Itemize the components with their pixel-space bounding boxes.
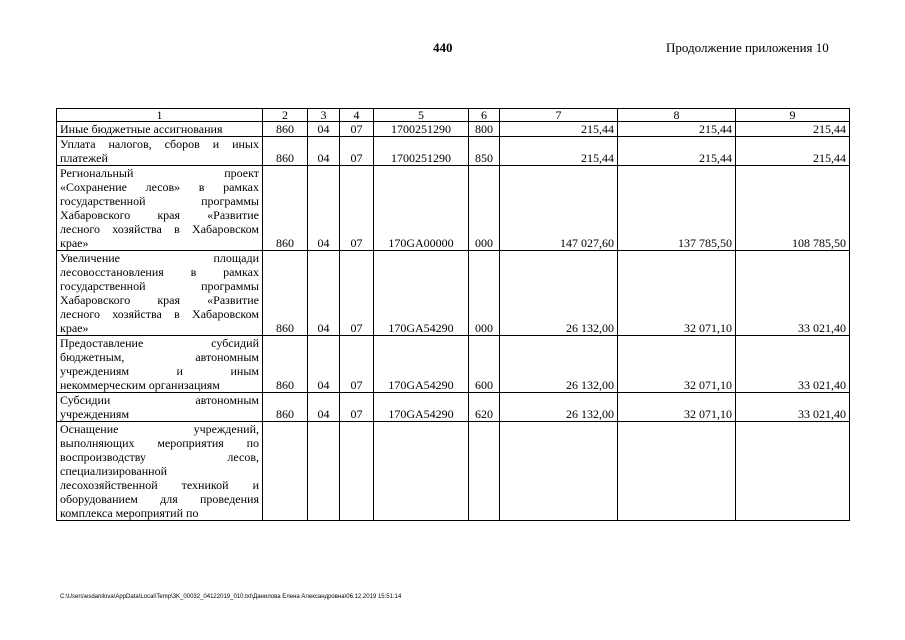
admin-code-cell: 860: [263, 137, 308, 166]
subsection-cell: 07: [340, 336, 374, 393]
amount-2021-cell: [618, 422, 736, 521]
row-name-cell: [57, 336, 263, 393]
row-name-line: комплекса мероприятий по: [60, 506, 199, 520]
appendix-continuation-label: Продолжение приложения 10: [666, 40, 829, 55]
row-name-cell: [57, 122, 263, 137]
amount-2021-cell: 137 785,50: [618, 166, 736, 251]
subsection-cell: 07: [340, 251, 374, 336]
amount-2022-cell: 215,44: [736, 137, 850, 166]
row-name-line: государственной программы: [60, 279, 259, 293]
admin-code-cell: 860: [263, 393, 308, 422]
target-article-cell: 1700251290: [374, 137, 469, 166]
amount-2021-cell: 32 071,10: [618, 393, 736, 422]
table-row: [57, 166, 850, 251]
column-header: 3: [308, 109, 340, 122]
row-name-line: учреждениям: [60, 407, 130, 421]
table-row: [57, 122, 850, 137]
row-name-line: лесовосстановления в рамках: [60, 265, 259, 279]
row-name-cell: [57, 166, 263, 251]
amount-2021-cell: 215,44: [618, 122, 736, 137]
row-name-line: Предоставление субсидий: [60, 336, 259, 350]
section-cell: 04: [308, 137, 340, 166]
expense-type-cell: 600: [469, 336, 500, 393]
amount-2020-cell: 147 027,60: [500, 166, 618, 251]
subsection-cell: 07: [340, 166, 374, 251]
target-article-cell: [374, 422, 469, 521]
table-row: [57, 393, 850, 422]
subsection-cell: 07: [340, 393, 374, 422]
row-name-line: «Сохранение лесов» в рамках: [60, 180, 259, 194]
row-name-line: Субсидии автономным: [60, 393, 259, 407]
admin-code-cell: 860: [263, 166, 308, 251]
row-name-line: учреждениям и иным: [60, 364, 259, 378]
budget-table: [56, 108, 850, 521]
row-name-line: некоммерческим организациям: [60, 378, 220, 392]
admin-code-cell: [263, 422, 308, 521]
target-article-cell: 1700251290: [374, 122, 469, 137]
column-header: 1: [57, 109, 263, 122]
amount-2020-cell: 215,44: [500, 122, 618, 137]
section-cell: [308, 422, 340, 521]
file-path-footer: C:\Users\esdanilova\AppData\Local\Temp\3K_00032_04122019_010.txt\Данилова Елена Александровна\06.12.2019 15:51:14: [60, 594, 402, 600]
column-header: 4: [340, 109, 374, 122]
subsection-cell: [340, 422, 374, 521]
row-name-line: Иные бюджетные ассигнования: [60, 122, 223, 136]
expense-type-cell: 850: [469, 137, 500, 166]
row-name-line: крае»: [60, 321, 89, 335]
row-name-line: Хабаровского края «Развитие: [60, 293, 259, 307]
section-cell: 04: [308, 336, 340, 393]
amount-2022-cell: 33 021,40: [736, 251, 850, 336]
table-row: [57, 422, 850, 521]
column-header: 5: [374, 109, 469, 122]
row-name-cell: [57, 137, 263, 166]
row-name-line: платежей: [60, 151, 108, 165]
admin-code-cell: 860: [263, 122, 308, 137]
expense-type-cell: 000: [469, 251, 500, 336]
row-name-line: Региональный проект: [60, 166, 259, 180]
expense-type-cell: 800: [469, 122, 500, 137]
row-name-line: лесного хозяйства в Хабаровском: [60, 307, 259, 321]
page-number: 440: [433, 40, 453, 55]
row-name-line: Оснащение учреждений,: [60, 422, 259, 436]
row-name-line: Хабаровского края «Развитие: [60, 208, 259, 222]
column-header: 9: [736, 109, 850, 122]
expense-type-cell: 620: [469, 393, 500, 422]
section-cell: 04: [308, 393, 340, 422]
row-name-line: лесного хозяйства в Хабаровском: [60, 222, 259, 236]
amount-2022-cell: 108 785,50: [736, 166, 850, 251]
amount-2022-cell: [736, 422, 850, 521]
expense-type-cell: [469, 422, 500, 521]
amount-2022-cell: 215,44: [736, 122, 850, 137]
section-cell: 04: [308, 251, 340, 336]
section-cell: 04: [308, 122, 340, 137]
subsection-cell: 07: [340, 122, 374, 137]
row-name-line: Уплата налогов, сборов и иных: [60, 137, 259, 151]
table-row: [57, 251, 850, 336]
admin-code-cell: 860: [263, 251, 308, 336]
amount-2021-cell: 215,44: [618, 137, 736, 166]
row-name-line: выполняющих мероприятия по: [60, 436, 259, 450]
amount-2022-cell: 33 021,40: [736, 336, 850, 393]
column-header: 6: [469, 109, 500, 122]
target-article-cell: 170GA54290: [374, 251, 469, 336]
amount-2020-cell: 215,44: [500, 137, 618, 166]
column-header: 8: [618, 109, 736, 122]
table-row: [57, 137, 850, 166]
row-name-line: оборудованием для проведения: [60, 492, 259, 506]
row-name-cell: [57, 393, 263, 422]
expense-type-cell: 000: [469, 166, 500, 251]
target-article-cell: 170GA54290: [374, 336, 469, 393]
target-article-cell: 170GA54290: [374, 393, 469, 422]
column-header: 2: [263, 109, 308, 122]
amount-2021-cell: 32 071,10: [618, 251, 736, 336]
row-name-line: лесохозяйственной техникой и: [60, 478, 259, 492]
admin-code-cell: 860: [263, 336, 308, 393]
row-name-line: бюджетным, автономным: [60, 350, 259, 364]
target-article-cell: 170GA00000: [374, 166, 469, 251]
row-name-cell: [57, 251, 263, 336]
subsection-cell: 07: [340, 137, 374, 166]
column-header: 7: [500, 109, 618, 122]
amount-2021-cell: 32 071,10: [618, 336, 736, 393]
row-name-line: крае»: [60, 236, 89, 250]
row-name-line: государственной программы: [60, 194, 259, 208]
amount-2022-cell: 33 021,40: [736, 393, 850, 422]
row-name-line: Увеличение площади: [60, 251, 259, 265]
row-name-line: специализированной: [60, 464, 168, 478]
table-header-row: [57, 109, 850, 122]
amount-2020-cell: [500, 422, 618, 521]
section-cell: 04: [308, 166, 340, 251]
row-name-line: воспроизводству лесов,: [60, 450, 259, 464]
table-row: [57, 336, 850, 393]
amount-2020-cell: 26 132,00: [500, 336, 618, 393]
row-name-cell: [57, 422, 263, 521]
amount-2020-cell: 26 132,00: [500, 393, 618, 422]
amount-2020-cell: 26 132,00: [500, 251, 618, 336]
